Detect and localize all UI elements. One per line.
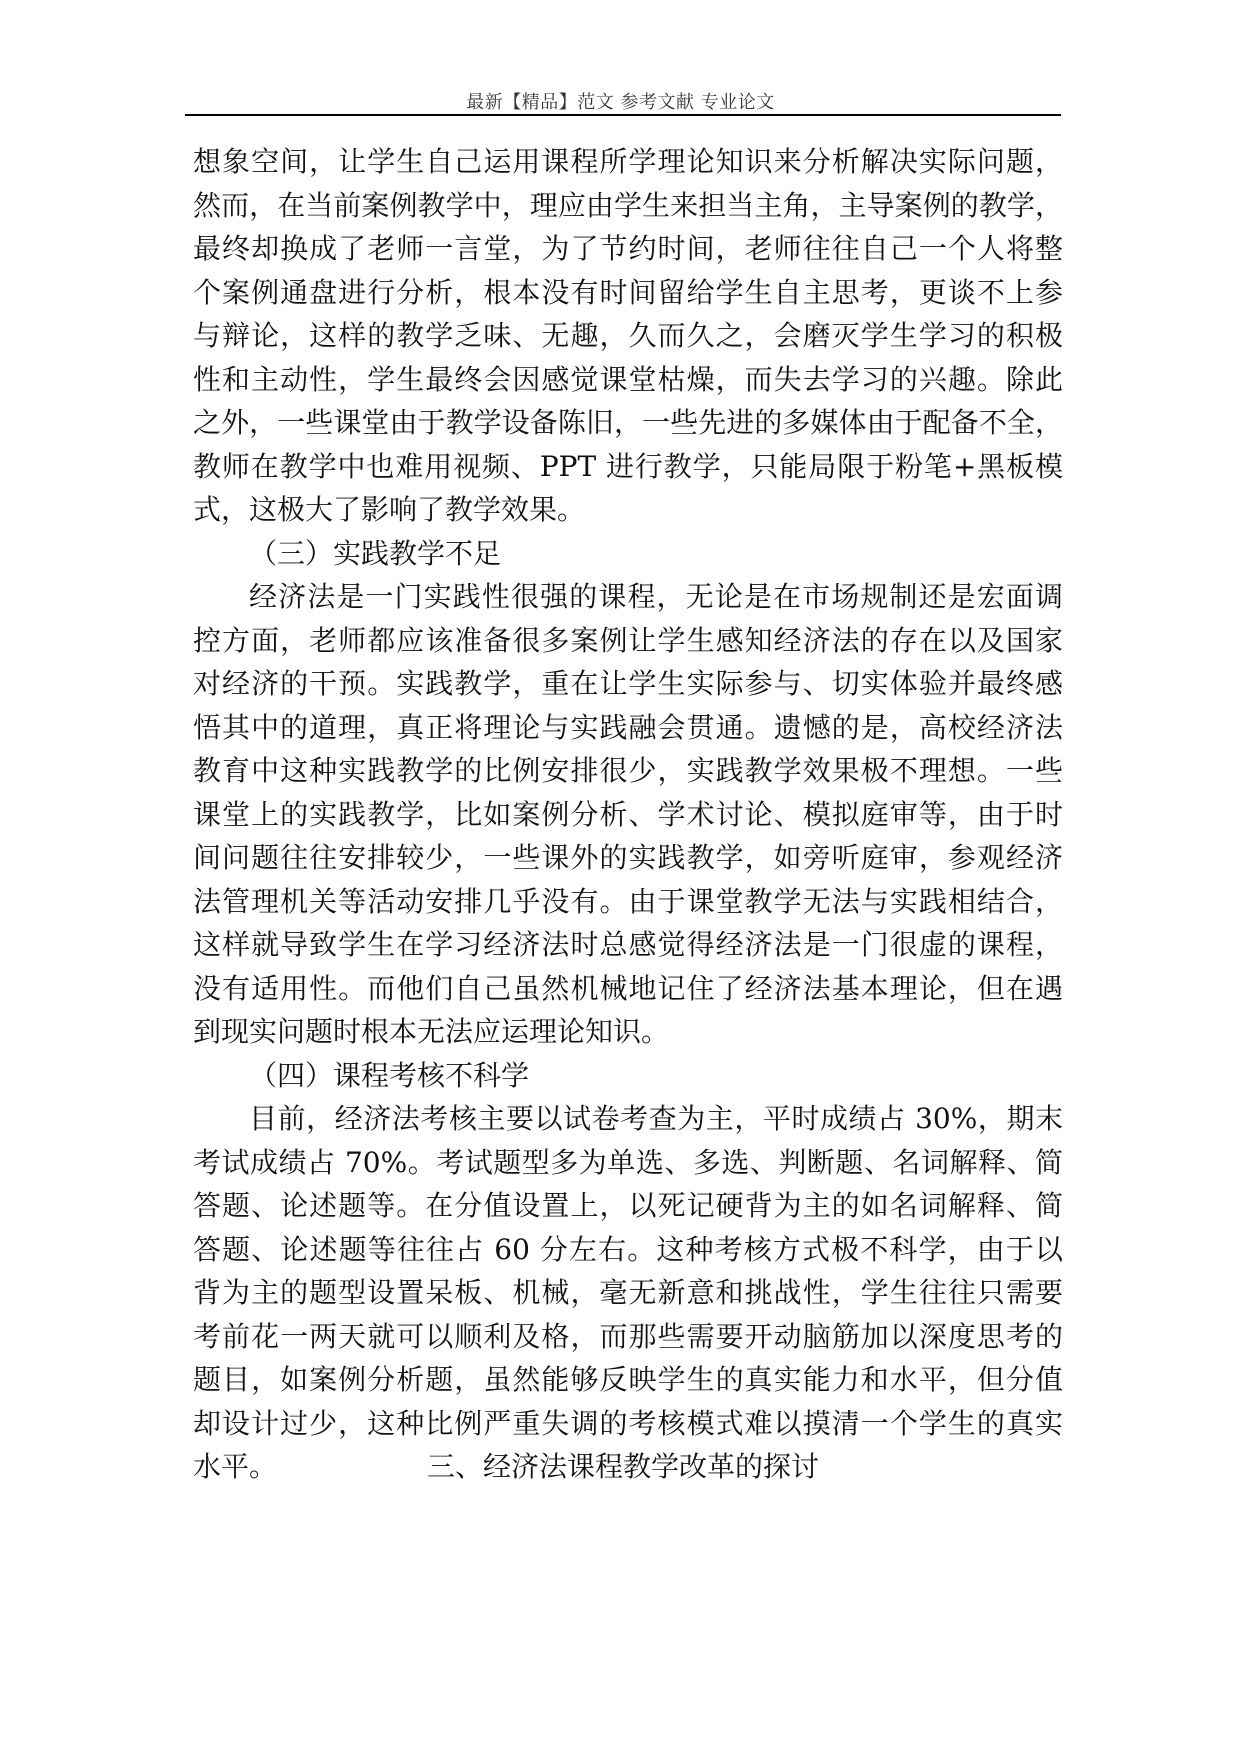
text-line: 法管理机关等活动安排几乎没有。由于课堂教学无法与实践相结合， [193,884,1063,918]
text-line: 却设计过少，这种比例严重失调的考核模式难以摸清一个学生的真实 [193,1406,1063,1440]
text-line: 最终却换成了老师一言堂，为了节约时间，老师往往自己一个人将整 [193,232,1063,265]
text-line: 间问题往往安排较少，一些课外的实践教学，如旁听庭审，参观经济 [193,841,1063,874]
text-line: 答题、论述题等。在分值设置上，以死记硬背为主的如名词解释、简 [193,1189,1063,1222]
text-line: 悟其中的道理，真正将理论与实践融会贯通。遗憾的是，高校经济法 [193,710,1063,744]
text-line: 背为主的题型设置呆板、机械，毫无新意和挑战性，学生往往只需要 [193,1276,1063,1309]
text-line: 与辩论，这样的教学乏味、无趣，久而久之，会磨灭学生学习的积极 [193,319,1063,352]
text-line: 教师在教学中也难用视频、PPT 进行教学，只能局限于粉笔+黑板模 [193,449,1063,483]
text-line: 考试成绩占 70%。考试题型多为单选、多选、判断题、名词解释、简 [193,1145,1063,1179]
header-divider [185,114,1061,116]
text-line: 考前花一两天就可以顺利及格，而那些需要开动脑筋加以深度思考的 [193,1319,1063,1353]
text-line: （四）课程考核不科学 [249,1058,530,1092]
text-line: 对经济的干预。实践教学，重在让学生实际参与、切实体验并最终感 [193,667,1063,700]
text-line: 课堂上的实践教学，比如案例分析、学术讨论、模拟庭审等，由于时 [193,797,1063,831]
section-heading: 三、经济法课程教学改革的探讨 [427,1450,820,1483]
text-line: 控方面，老师都应该准备很多案例让学生感知经济法的存在以及国家 [193,623,1063,657]
text-line: 答题、论述题等往往占 60 分左右。这种考核方式极不科学，由于以 [193,1232,1063,1266]
text-line: 性和主动性，学生最终会因感觉课堂枯燥，而失去学习的兴趣。除此 [193,362,1063,396]
last-line-left: 水平。 [193,1450,278,1483]
text-line: 到现实问题时根本无法应运理论知识。 [193,1015,670,1048]
text-line: 想象空间，让学生自己运用课程所学理论知识来分析解决实际问题， [193,145,1063,178]
text-line: 没有适用性。而他们自己虽然机械地记住了经济法基本理论，但在遇 [193,971,1063,1005]
text-line: 式，这极大了影响了教学效果。 [193,493,586,526]
text-line: 然而，在当前案例教学中，理应由学生来担当主角，主导案例的教学， [193,188,1063,222]
last-line [193,1445,1063,1489]
text-line: 之外，一些课堂由于教学设备陈旧，一些先进的多媒体由于配备不全， [193,406,1063,439]
text-line: 题目，如案例分析题，虽然能够反映学生的真实能力和水平，但分值 [193,1363,1063,1396]
page-header: 最新【精品】范文 参考文献 专业论文 [466,92,775,113]
body-text [193,140,1063,1489]
text-line: 目前，经济法考核主要以试卷考查为主，平时成绩占 30%，期末 [249,1102,1063,1135]
text-line: 这样就导致学生在学习经济法时总感觉得经济法是一门很虚的课程， [193,928,1063,961]
text-line: 经济法是一门实践性很强的课程，无论是在市场规制还是宏面调 [249,580,1063,613]
text-line: 个案例通盘进行分析，根本没有时间留给学生自主思考，更谈不上参 [193,275,1063,309]
text-line: 教育中这种实践教学的比例安排很少，实践教学效果极不理想。一些 [193,754,1063,787]
text-line: （三）实践教学不足 [249,536,502,570]
